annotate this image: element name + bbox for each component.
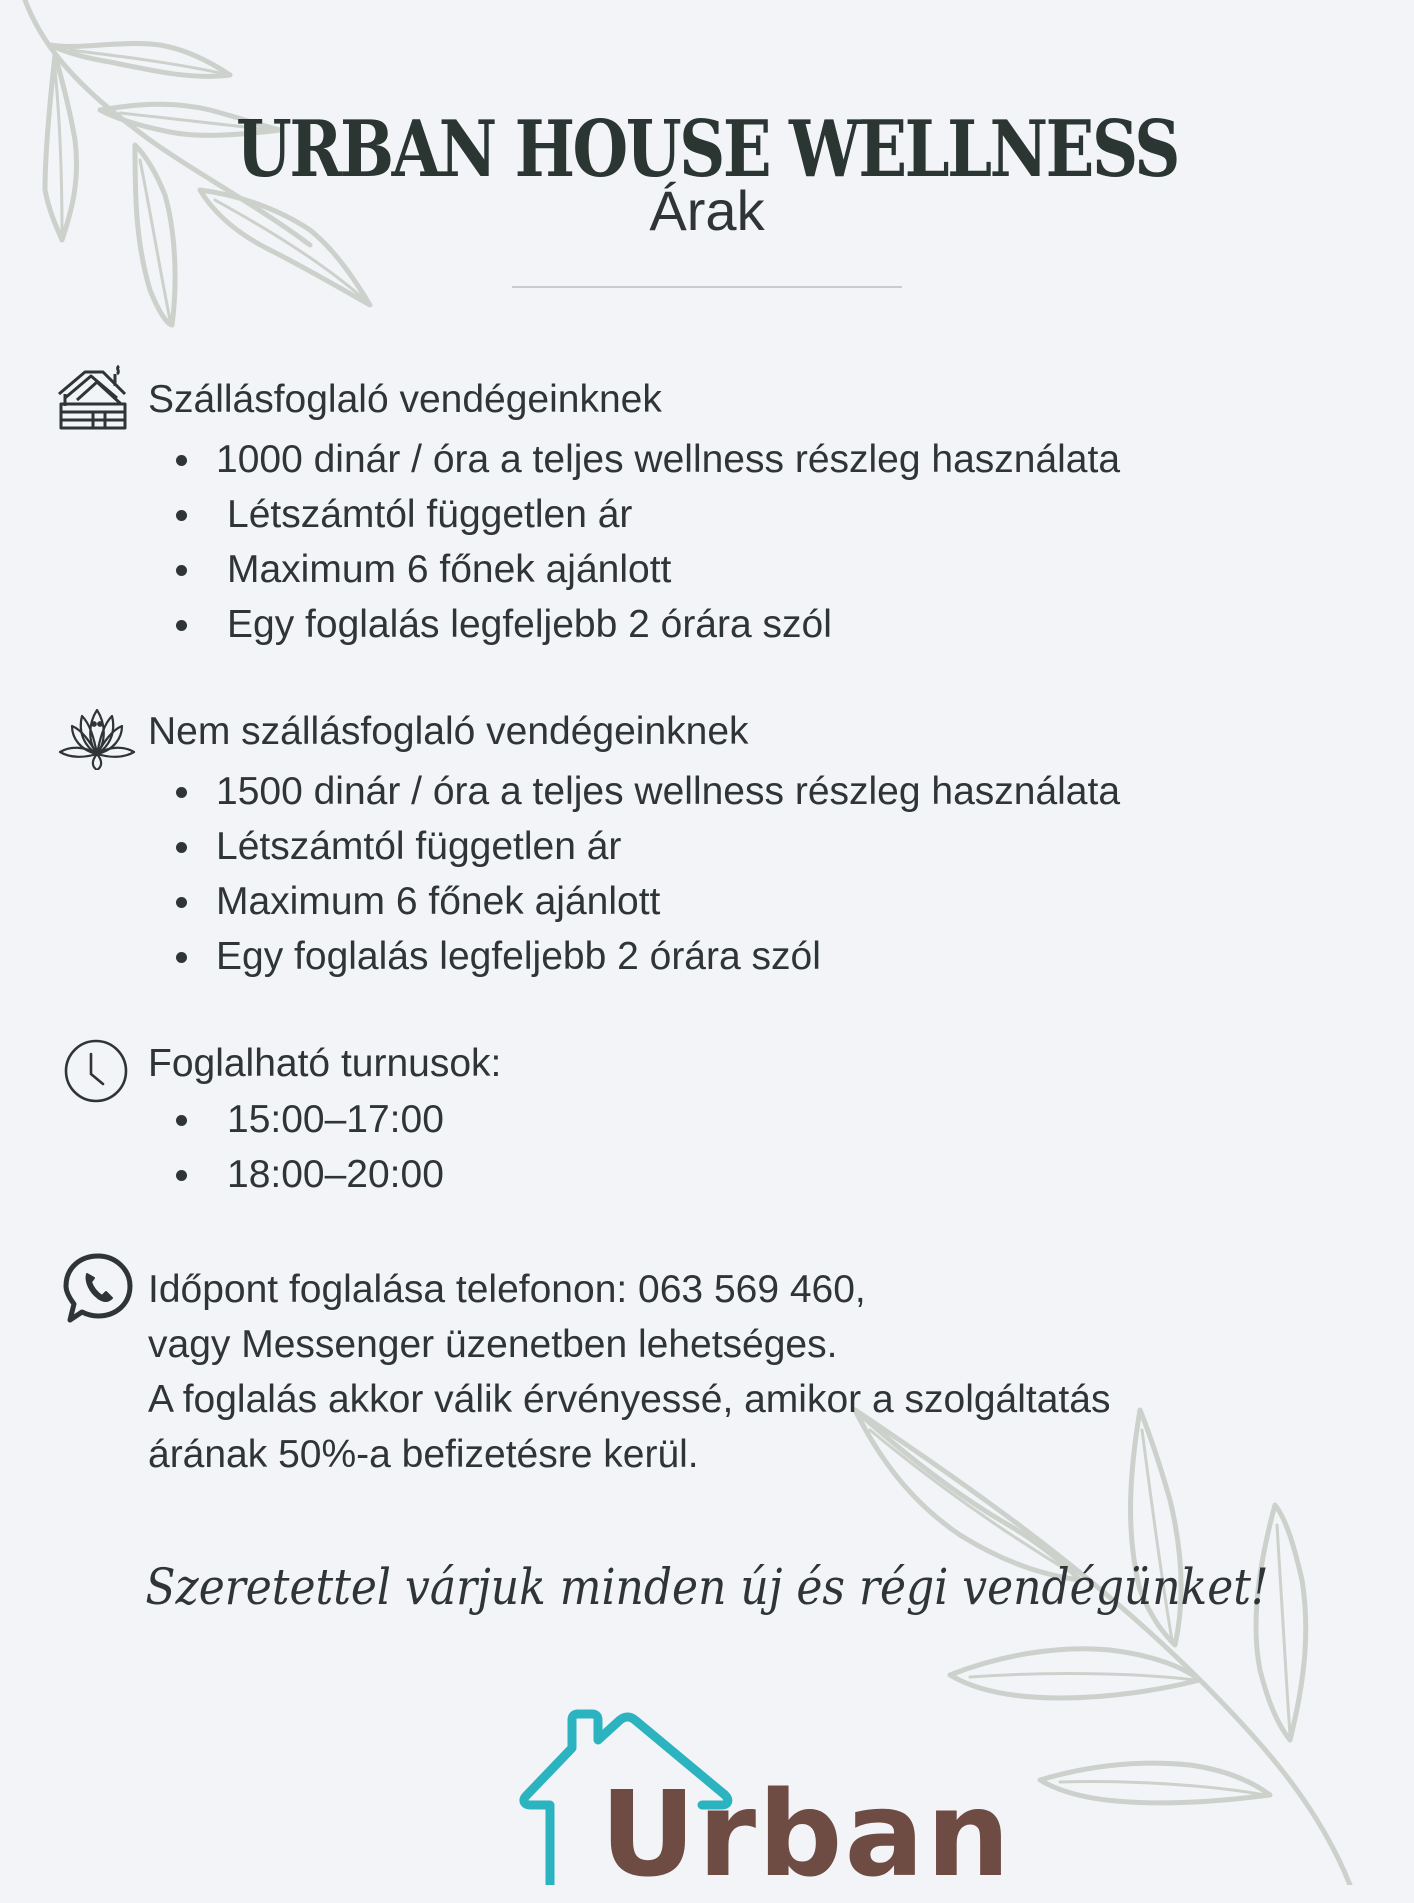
section-heading: Szállásfoglaló vendégeinknek	[148, 378, 662, 421]
booking-info	[148, 1262, 1110, 1482]
section-heading: Foglalható turnusok:	[148, 1042, 502, 1085]
bullet-dot	[176, 455, 187, 466]
bullet-dot	[176, 952, 187, 963]
bullet-dot	[176, 510, 187, 521]
bullet-dot	[176, 1170, 187, 1181]
section-heading: Nem szállásfoglaló vendégeinknek	[148, 710, 749, 753]
booking-validity-line: A foglalás akkor válik érvényessé, amikor a szolgáltatás	[148, 1378, 1111, 1421]
page-subtitle: Árak	[649, 179, 765, 242]
booking-phone-line: Időpont foglalása telefonon: 063 569 460,	[148, 1268, 866, 1311]
bullet-dot	[176, 620, 187, 631]
bullet-dot	[176, 1115, 187, 1126]
urban-logo	[510, 1700, 1013, 1903]
bullet-dot	[176, 897, 187, 908]
title-divider	[512, 286, 902, 288]
bullet-dot	[176, 842, 187, 853]
booking-messenger-line: vagy Messenger üzenetben lehetséges.	[148, 1323, 838, 1366]
welcome-slogan: Szeretettel várjuk minden új és régi vendégünket!	[145, 1558, 1269, 1616]
house-icon	[55, 364, 131, 432]
whatsapp-icon	[60, 1252, 136, 1326]
logo-text: Urban	[600, 1765, 1013, 1903]
bullet-dot	[176, 565, 187, 576]
clock-icon	[63, 1038, 129, 1104]
page-title: URBAN HOUSE WELLNESS	[235, 104, 1179, 196]
bullet-dot	[176, 787, 187, 798]
lotus-icon	[58, 702, 136, 770]
booking-deposit-line: árának 50%-a befizetésre kerül.	[148, 1433, 699, 1476]
